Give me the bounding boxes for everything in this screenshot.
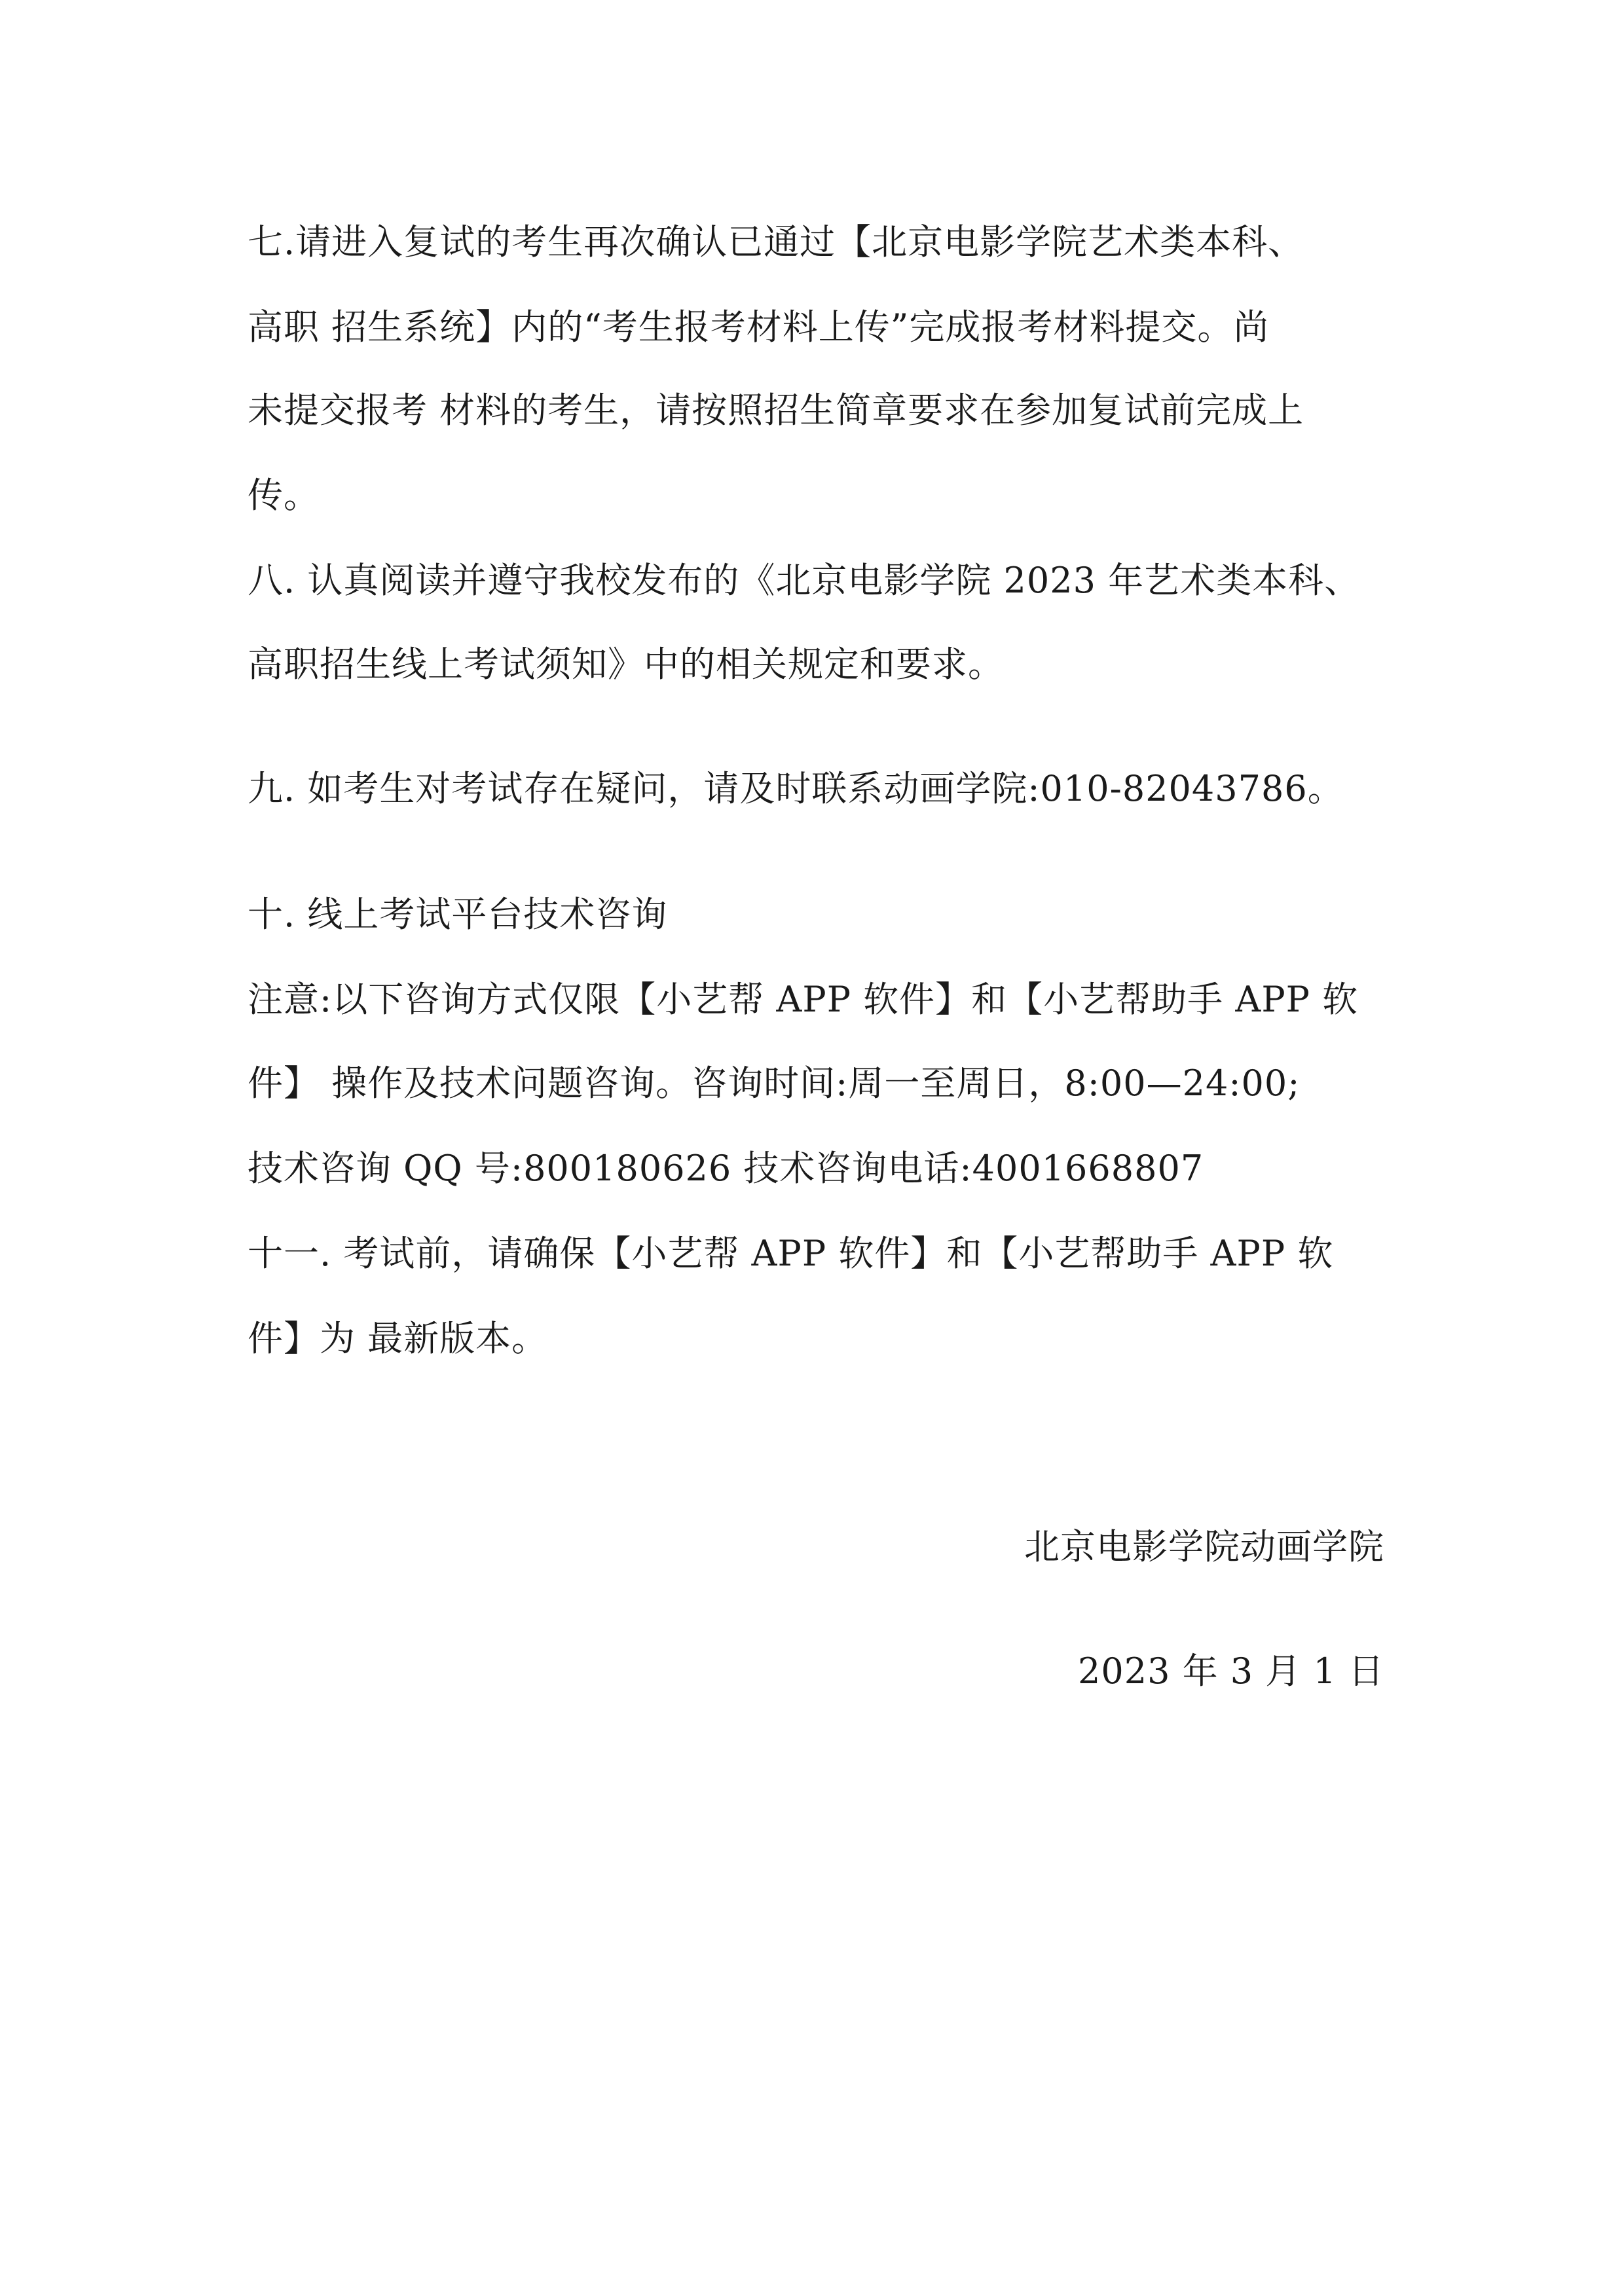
item-11-line-2: 件】为 最新版本。 [248, 1318, 548, 1359]
item-11-line-1: 十一. 考试前，请确保【小艺帮 APP 软件】和【小艺帮助手 APP 软 [248, 1233, 1334, 1274]
item-10-line-3: 件】 操作及技术问题咨询。咨询时间:周一至周日，8:00—24:00; [248, 1063, 1301, 1104]
item-8-line-1: 八. 认真阅读并遵守我校发布的《北京电影学院 2023 年艺术类本科、 [248, 560, 1361, 601]
item-10-line-4: 技术咨询 QQ 号:800180626 技术咨询电话:4001668807 [248, 1148, 1204, 1189]
item-7-line-4: 传。 [248, 475, 320, 516]
item-7-line-3: 未提交报考 材料的考生，请按照招生简章要求在参加复试前完成上 [248, 390, 1304, 431]
item-7-line-2: 高职 招生系统】内的“考生报考材料上传”完成报考材料提交。尚 [248, 306, 1270, 348]
item-10-line-2: 注意:以下咨询方式仅限【小艺帮 APP 软件】和【小艺帮助手 APP 软 [248, 979, 1359, 1020]
item-10-line-1: 十. 线上考试平台技术咨询 [248, 894, 668, 935]
item-9-line-1: 九. 如考生对考试存在疑问，请及时联系动画学院:010-82043786。 [248, 768, 1344, 809]
signature-date: 2023 年 3 月 1 日 [1078, 1650, 1384, 1692]
item-8-line-2: 高职招生线上考试须知》中的相关规定和要求。 [248, 644, 1004, 685]
item-7-line-1: 七.请进入复试的考生再次确认已通过【北京电影学院艺术类本科、 [248, 221, 1304, 263]
signature-organization: 北京电影学院动画学院 [1024, 1526, 1384, 1567]
